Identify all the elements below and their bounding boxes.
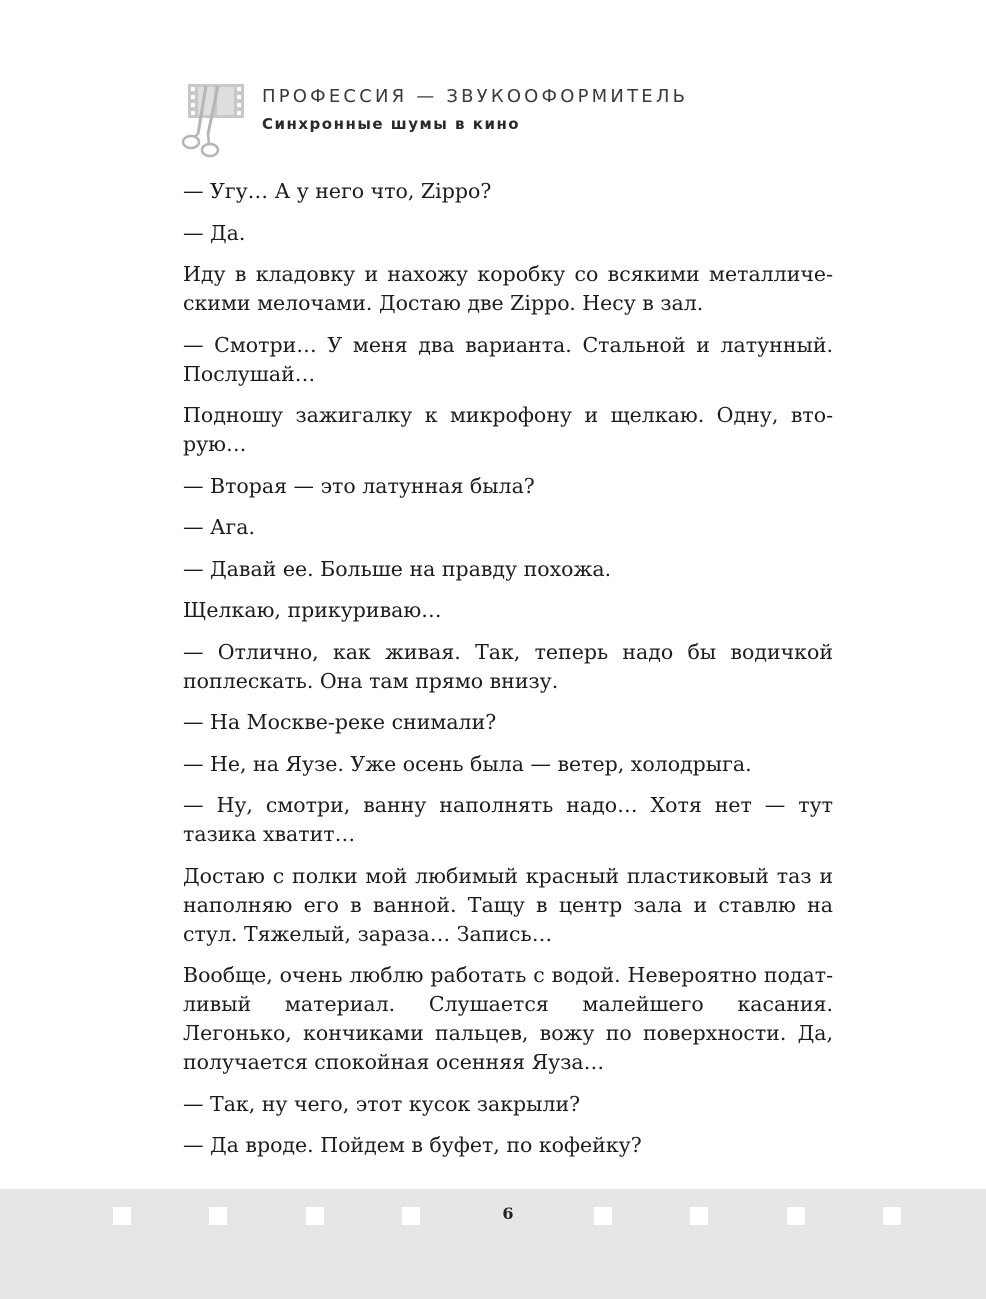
- paragraph: — Так, ну чего, этот кусок закрыли?: [183, 1091, 581, 1116]
- paragraph: Подношу зажигалку к микрофону и щелкаю. Одну, вторую…: [183, 403, 833, 456]
- paragraph: Вообще, очень люблю работать с водой. Невероятно податливый материал. Слушается малейшего касания. Легонько, кончиками пальцев, вожу по поверхности. Да, получается спокойная осенняя Яуза…: [183, 963, 833, 1074]
- paragraph: — Смотри… У меня два варианта. Стальной и латунный. Послушай…: [183, 332, 833, 386]
- paragraph: — Вторая — это латунная была?: [183, 473, 535, 498]
- footer-band: [0, 1189, 986, 1299]
- film-perforation: [594, 1207, 612, 1225]
- film-perforation: [113, 1207, 131, 1225]
- film-scissors-icon: [178, 80, 254, 162]
- chapter-subtitle: Синхронные шумы в кино: [262, 115, 521, 133]
- film-perforation: [306, 1207, 324, 1225]
- paragraph: — Да.: [183, 220, 246, 245]
- paragraph: — Ну, смотри, ванну наполнять надо… Хотя нет — тут тазика хватит…: [183, 793, 833, 846]
- paragraph: Достаю с полки мой любимый красный пластиковый таз и наполняю его в ванной. Тащу в центр зала и ставлю на стул. Тяжелый, зараза… Запись…: [183, 863, 833, 946]
- paragraph: Иду в кладовку и нахожу коробку со всякими металлическими мелочами. Достаю две Zippo. Несу в зал.: [183, 262, 833, 315]
- film-perforation: [883, 1207, 901, 1225]
- film-perforation: [402, 1207, 420, 1225]
- paragraph: — На Москве-реке снимали?: [183, 710, 497, 734]
- film-perforation: [690, 1207, 708, 1225]
- running-header: [178, 80, 878, 162]
- page-number: 6: [502, 1204, 514, 1223]
- body-text: [183, 177, 833, 1173]
- paragraph: — Ага.: [183, 515, 256, 539]
- paragraph: — Отлично, как живая. Так, теперь надо бы водичкой поплескать. Она там прямо внизу.: [183, 639, 833, 693]
- paragraph: — Давай ее. Больше на правду похожа.: [183, 556, 612, 581]
- film-perforation: [787, 1207, 805, 1225]
- paragraph: — Угу… А у него что, Zippo?: [183, 179, 492, 203]
- paragraph: Щелкаю, прикуриваю…: [183, 598, 442, 622]
- paragraph: — Да вроде. Пойдем в буфет, по кофейку?: [183, 1133, 642, 1157]
- paragraph: — Не, на Яузе. Уже осень была — ветер, холодрыга.: [183, 751, 752, 776]
- film-perforation: [209, 1207, 227, 1225]
- chapter-title: ПРОФЕССИЯ — ЗВУКООФОРМИТЕЛЬ: [262, 86, 689, 107]
